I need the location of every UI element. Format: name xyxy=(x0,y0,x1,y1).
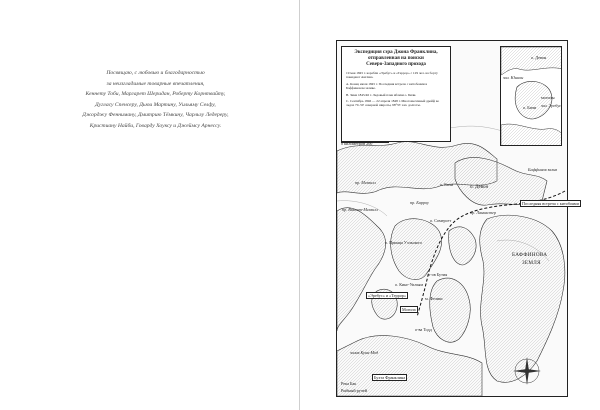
map-label-erebus-terror: «Эребус» и «Террор» xyxy=(368,293,406,298)
dedication-line: Дугласу Спенсеру, Дьюи Мартину, Уильяму Селфу, xyxy=(95,101,216,108)
dedication-line: Кеннету Тоби, Маргарет Шеридан, Роберту Корнтвайту, xyxy=(85,91,226,98)
map-label-lancaster: пр. Ланкастер xyxy=(470,210,497,215)
map-label-bay-note: Бухта Франклина xyxy=(374,375,406,380)
legend-title-line: Экспедиция сэра Джона Франклина, xyxy=(354,50,438,55)
map-label-somerset: о. Сомерсет xyxy=(430,218,452,223)
map-label-last-meeting: Последняя встреча с китобоями xyxy=(522,201,579,206)
map-label-devon: о. Девон xyxy=(470,185,489,190)
map-label-king-william: о. Кинг-Уильям xyxy=(395,282,423,287)
dedication-line: Джорджу Фенниману, Дмитрию Тёмкину, Чарльзу Ледереру, xyxy=(82,112,229,119)
legend-item: 19 мая 1845 г. корабли «Эребус» и «Террор» с 129 чел. на борту покидают Англию. xyxy=(346,71,438,80)
legend-title-line: Северо-Западного прохода xyxy=(366,62,426,67)
inset-label: зал. Юнион xyxy=(503,75,524,80)
map-legend xyxy=(341,46,451,142)
map-label-viscount: пр. Виконт-Мелвилл xyxy=(342,207,378,212)
dedication-line: Посвящаю, с любовью и благодарностью xyxy=(106,70,205,76)
map-label-back: Река Бак xyxy=(341,381,357,386)
map-label-grave: Могила xyxy=(402,307,416,312)
legend-title xyxy=(346,50,446,68)
map-label-barrow: пр. Барроу xyxy=(410,200,429,205)
map-label-baffin-bay: Баффинов залив xyxy=(528,167,558,172)
legend-item: B. Зима 1845/46 г. Ледовый плен вблизи о. Бичи. xyxy=(346,92,417,97)
legend-item: A. Конец июля 1845 г. Последняя встреча с китобоями в Баффиновом заливе. xyxy=(346,81,428,91)
map-label-bichi: о. Бичи xyxy=(440,182,454,187)
map-label-todd: о-ва Тодд xyxy=(415,327,432,332)
map-label-butia: п-ов Бутия xyxy=(428,272,448,277)
legend-item: C. Сентябрь 1846 — 22 апреля 1848 г. Многомесячный дрейф во льдах 70–50' северной широты, 98°35' зап. долготы. xyxy=(346,99,440,108)
dedication-line: Кристиану Найби, Говарду Хоуксу и Джеймсу Арнессу. xyxy=(89,122,222,129)
map-label-prince-wales: о. Принца Уэльского xyxy=(385,240,423,245)
legend-title-line: отправленная на поиски xyxy=(368,56,424,61)
inset-map xyxy=(500,46,562,146)
map-label-felix: м. Феликс xyxy=(425,296,444,301)
landmass xyxy=(430,278,471,342)
map-label-fish: Рыбный ручей xyxy=(341,388,367,393)
dedication xyxy=(28,68,283,132)
dedication-line: за неизгладимые товарные впечатления, xyxy=(106,80,205,87)
left-page xyxy=(0,0,299,410)
map-label-baffin-land-2: ЗЕМЛЯ xyxy=(522,260,541,266)
inset-label: зал. Эребус xyxy=(541,103,562,108)
map-scale-label: 0 километров 200 xyxy=(341,141,373,146)
inset-label: о. Девон xyxy=(531,55,547,60)
map-label-baffin-land: БАФФИНОВА xyxy=(512,252,548,258)
inset-label: могилы xyxy=(541,95,555,100)
map-label-melville: пр. Мелвилл xyxy=(355,180,376,185)
map-label-bay: залив Куин-Мод xyxy=(350,350,379,355)
inset-label: о. Бичи xyxy=(523,105,537,110)
